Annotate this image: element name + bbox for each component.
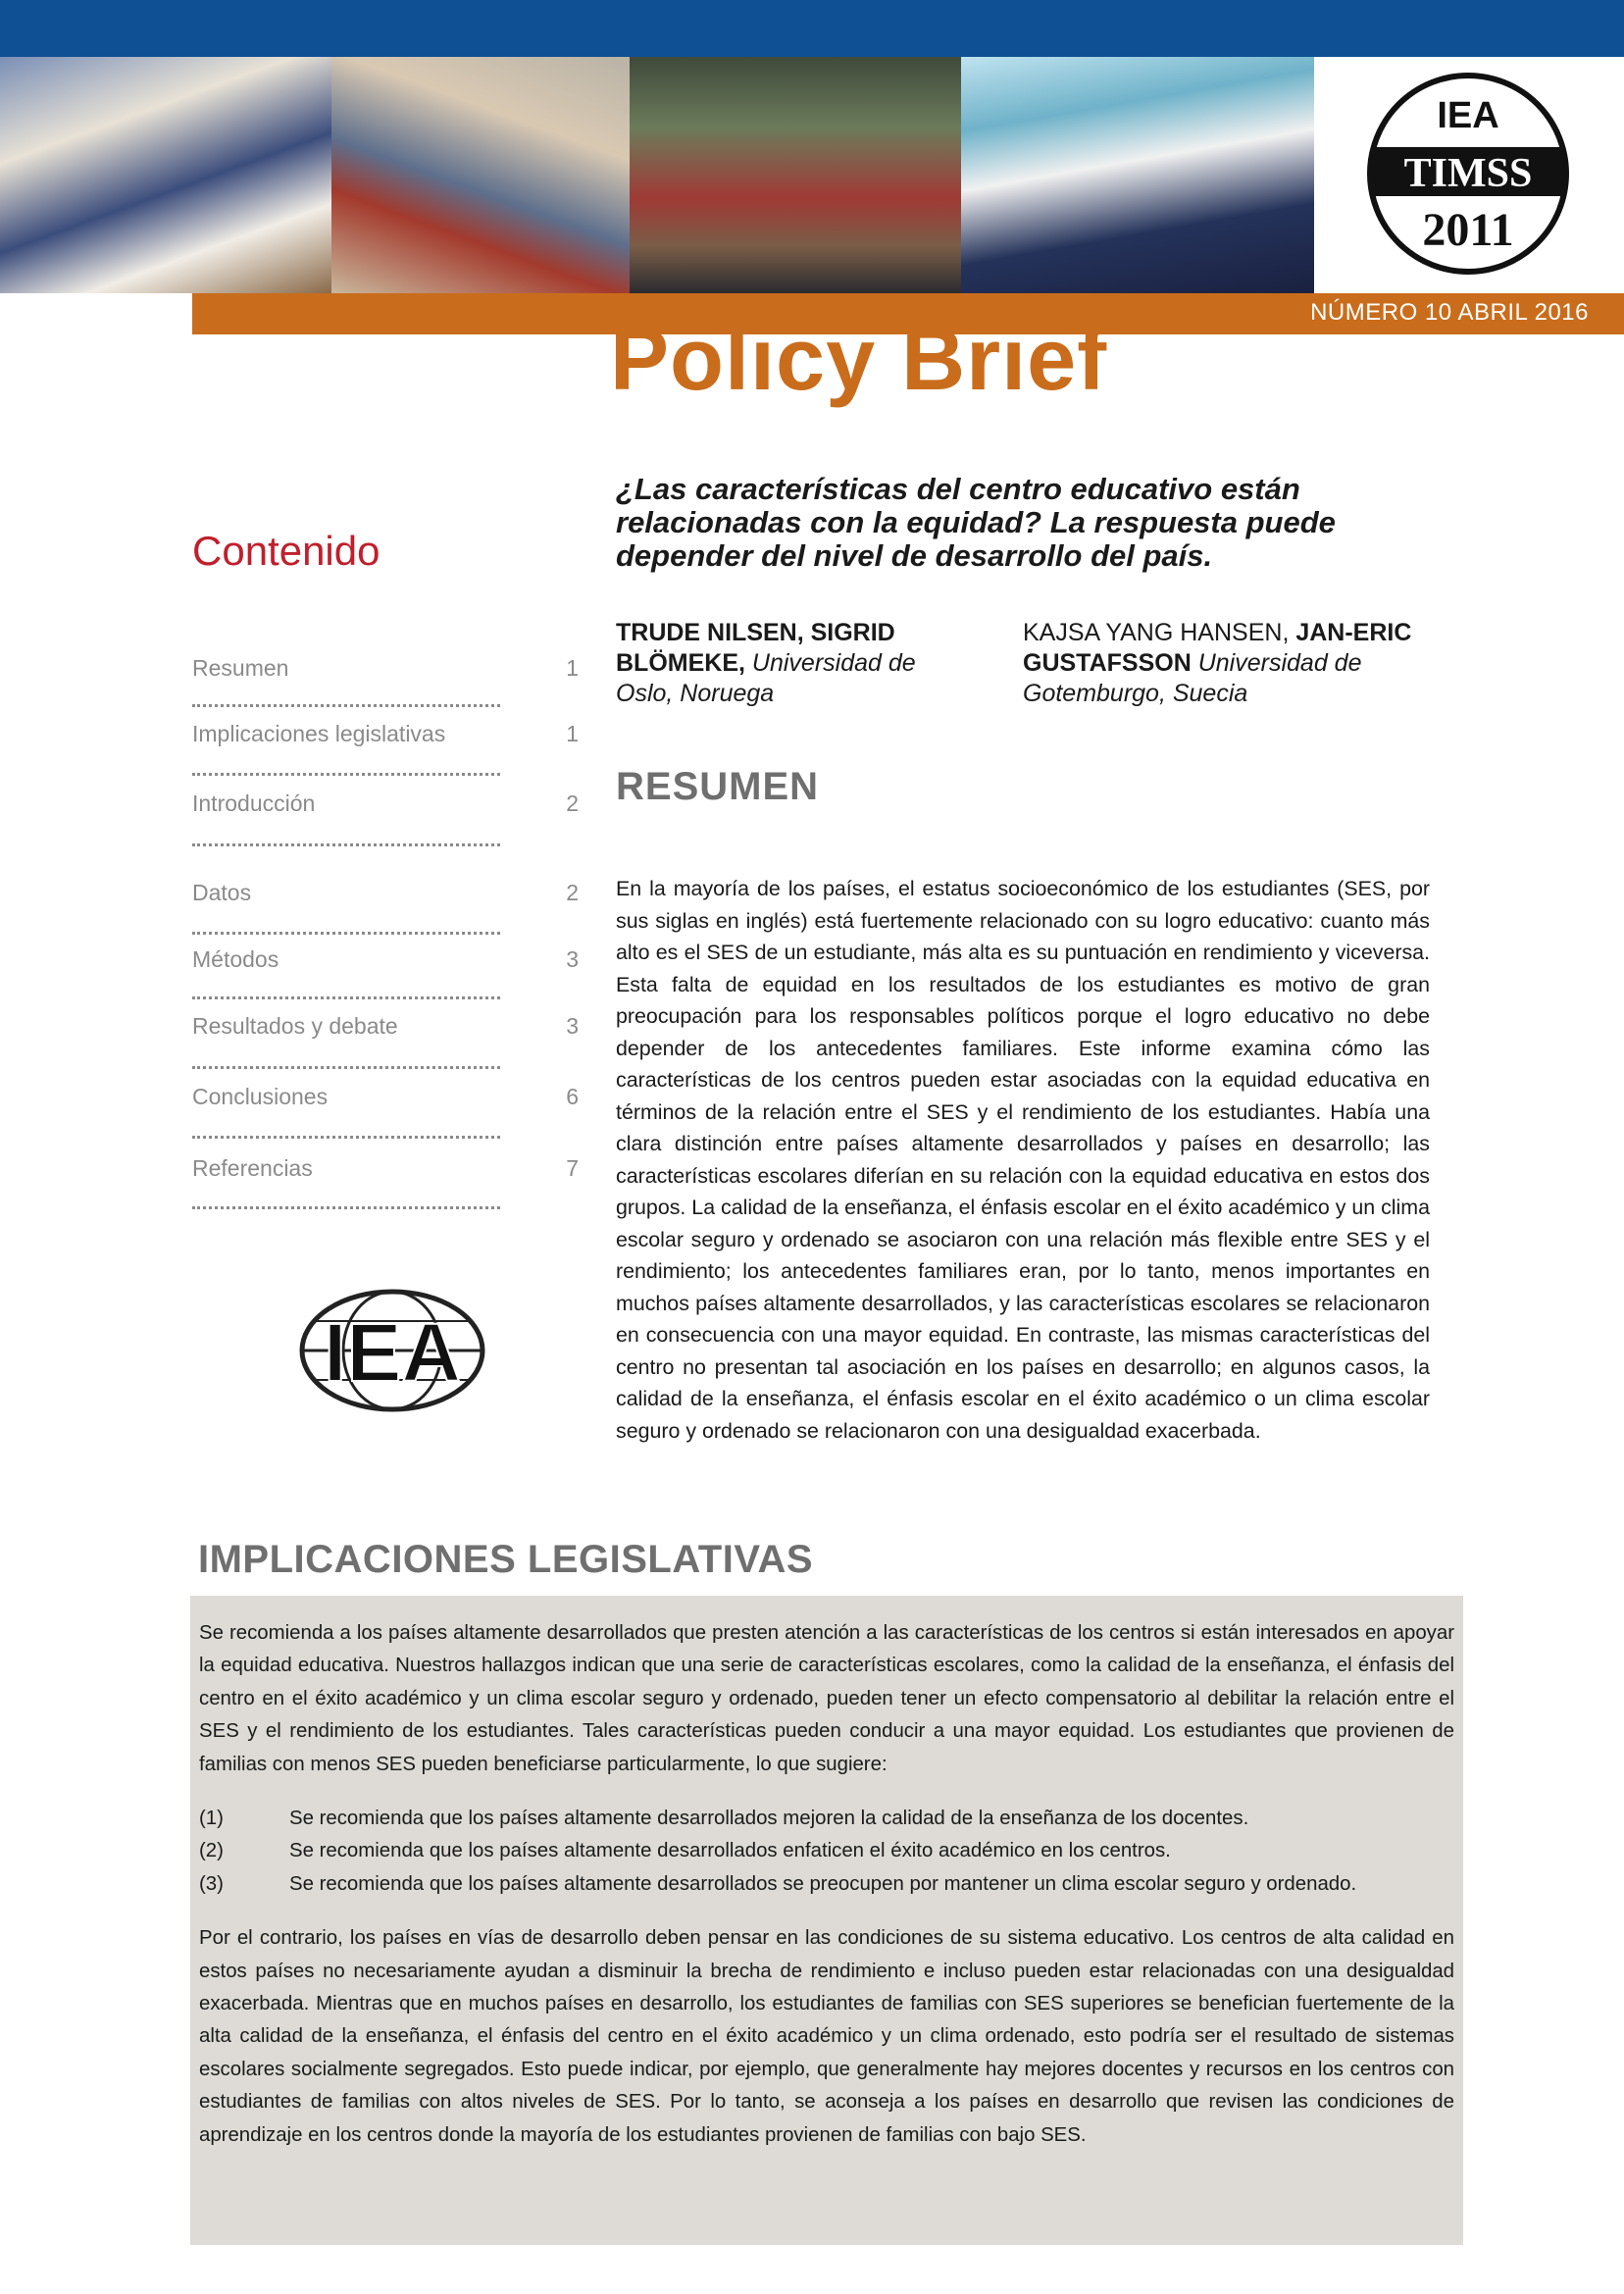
recommendation-text: Se recomienda que los países altamente desarrollados se preocupen por mantener un clima escolar seguro y ordenado.: [289, 1872, 1357, 1895]
toc-item-label: Conclusiones: [192, 1084, 329, 1109]
toc-divider: [192, 1206, 500, 1209]
toc-item[interactable]: [192, 1084, 579, 1127]
page-title: Policy Brief: [610, 316, 1108, 409]
recommendation-number: (2): [199, 1840, 224, 1862]
toc-item-label: Datos: [192, 880, 252, 905]
toc-divider: [192, 1136, 500, 1139]
toc-divider: [192, 843, 500, 846]
toc-item-page: 3: [566, 946, 579, 972]
lead-question: ¿Las características del centro educativo están relacionadas con la equidad? La respuesta puede depender del nivel de desarrollo del país.: [616, 472, 1336, 573]
implicaciones-box: [190, 1596, 1463, 2245]
section-heading-implicaciones: IMPLICACIONES LEGISLATIVAS: [198, 1538, 814, 1581]
recommendation-list: [199, 1803, 1454, 1901]
author-names-prefix: KAJSA YANG HANSEN,: [1023, 619, 1290, 646]
svg-text:2011: 2011: [1422, 204, 1514, 256]
recommendation-text: Se recomienda que los países altamente desarrollados mejoren la calidad de la enseñanza de los docentes.: [289, 1808, 1249, 1830]
toc-item[interactable]: [192, 1155, 579, 1198]
toc-item-label: Resumen: [192, 655, 289, 681]
toc-item-page: 2: [566, 880, 579, 905]
toc-divider: [192, 704, 500, 707]
toc-item-page: 3: [566, 1013, 579, 1039]
list-item: [199, 1868, 1454, 1901]
svg-text:IEA: IEA: [1437, 95, 1499, 136]
implicaciones-closing: Por el contrario, los países en vías de desarrollo deben pensar en las condiciones de su sistema educativo. Los centros de alta calidad en estos países no necesariamente ayudan a disminuir la brecha de rendimiento e incluso pueden estar relacionadas con una desigualdad exacerbada. Mientras que en muchos países en desarrollo, los estudiantes de familias con SES superiores se benefician fuertemente de la alta calidad de la enseñanza, el énfasis del centro en el éxito académico y un clima ordenado, esto podría ser el resultado de sistemas escolares socialmente segregados. Esto puede indicar, por ejemplo, que generalmente hay mejores docentes y recursos en los centros con estudiantes de familias con altos niveles de SES. Por lo tanto, se aconseja a los países en desarrollo que revisen las condiciones de aprendizaje en los centros donde la mayoría de los estudiantes provienen de familias con bajo SES.: [199, 1927, 1454, 2146]
toc-item-label: Resultados y debate: [192, 1013, 398, 1039]
toc-item-label: Implicaciones legislativas: [192, 721, 446, 746]
toc-item[interactable]: [192, 790, 579, 834]
toc-item-label: Métodos: [192, 946, 279, 972]
svg-text:IEA: IEA: [323, 1306, 462, 1399]
toc-item[interactable]: [192, 721, 579, 764]
toc-item-label: Referencias: [192, 1155, 313, 1181]
toc-item[interactable]: [192, 1013, 579, 1056]
list-item: [199, 1803, 1454, 1835]
author-affiliation: Universidad de Gotemburgo, Suecia: [1023, 649, 1362, 707]
recommendation-number: (1): [199, 1808, 224, 1830]
svg-text:TIMSS: TIMSS: [1403, 151, 1533, 196]
iea-logo: [294, 1287, 490, 1414]
authors-left: [616, 618, 969, 709]
classroom-photo: [331, 57, 630, 293]
toc-item-page: 1: [566, 655, 579, 681]
timss-2011-logo: [1365, 71, 1571, 277]
recommendation-number: (3): [199, 1872, 224, 1895]
toc-divider: [192, 1066, 500, 1069]
classroom-photo: [0, 57, 331, 293]
top-banner: [0, 0, 1624, 57]
toc-item-page: 6: [566, 1084, 579, 1109]
toc-item-label: Introducción: [192, 790, 316, 816]
classroom-photo: [630, 57, 961, 293]
section-heading-resumen: RESUMEN: [616, 765, 820, 808]
toc-heading: Contenido: [192, 528, 381, 574]
toc-item-page: 1: [566, 721, 579, 746]
recommendation-text: Se recomienda que los países altamente desarrollados enfaticen el éxito académico en los centros.: [289, 1840, 1171, 1862]
classroom-photo: [961, 57, 1314, 293]
issue-date: NÚMERO 10 ABRIL 2016: [1310, 299, 1589, 326]
author-names: JAN-ERIC GUSTAFSSON: [1023, 619, 1412, 677]
toc-item[interactable]: [192, 946, 579, 990]
author-affiliation: Universidad de Oslo, Noruega: [616, 649, 916, 707]
toc-divider: [192, 773, 500, 776]
toc-item[interactable]: [192, 655, 579, 698]
list-item: [199, 1835, 1454, 1867]
photo-strip: [0, 57, 1314, 293]
toc-divider: [192, 996, 500, 999]
toc-item-page: 7: [566, 1155, 579, 1181]
resumen-paragraph: En la mayoría de los países, el estatus socioeconómico de los estudiantes (SES, por sus siglas en inglés) está fuertemente relacionado con su logro educativo: cuanto más alto es el SES de un estudiante, más alta es su puntuación en rendimiento y viceversa. Esta falta de equidad en los resultados de los estudiantes es motivo de gran preocupación para los responsables políticos porque el logro educativo no debe depender de los antecedentes familiares. Este informe examina cómo las características de los centros pueden estar asociadas con la equidad educativa en términos de la relación entre el SES y el rendimiento de los estudiantes. Había una clara distinción entre países altamente desarrollados y países en desarrollo; las características escolares diferían en su relación con la equidad educativa en estos dos grupos. La calidad de la enseñanza, el énfasis escolar en el éxito académico y un clima escolar seguro y ordenado se asociaron con una relación más flexible entre SES y el rendimiento; los antecedentes familiares eran, por lo tanto, menos importantes en muchos países altamente desarrollados, y las características escolares se relacionaron en consecuencia con una mayor equidad. En contraste, las mismas características del centro no presentan tal asociación en los países en desarrollo; en algunos casos, la calidad de la enseñanza, el énfasis escolar en el éxito académico o un clima escolar seguro y ordenado se relacionaron con una desigualdad exacerbada.: [616, 877, 1430, 1443]
implicaciones-intro: Se recomienda a los países altamente desarrollados que presten atención a las características de los centros si están interesados en apoyar la equidad educativa. Nuestros hallazgos indican que una serie de características escolares, como la calidad de la enseñanza, el énfasis del centro en el éxito académico y un clima escolar seguro y ordenado, pueden tener un efecto compensatorio al debilitar la relación entre el SES y el rendimiento de los estudiantes. Tales características pueden conducir a una mayor equidad. Los estudiantes que provienen de familias con menos SES pueden beneficiarse particularmente, lo que sugiere:: [199, 1622, 1454, 1775]
toc-divider: [192, 932, 500, 935]
authors-right: [1023, 618, 1435, 709]
author-names: TRUDE NILSEN, SIGRID BLÖMEKE,: [616, 619, 895, 677]
toc-item-page: 2: [566, 790, 579, 816]
toc-item[interactable]: [192, 880, 579, 923]
